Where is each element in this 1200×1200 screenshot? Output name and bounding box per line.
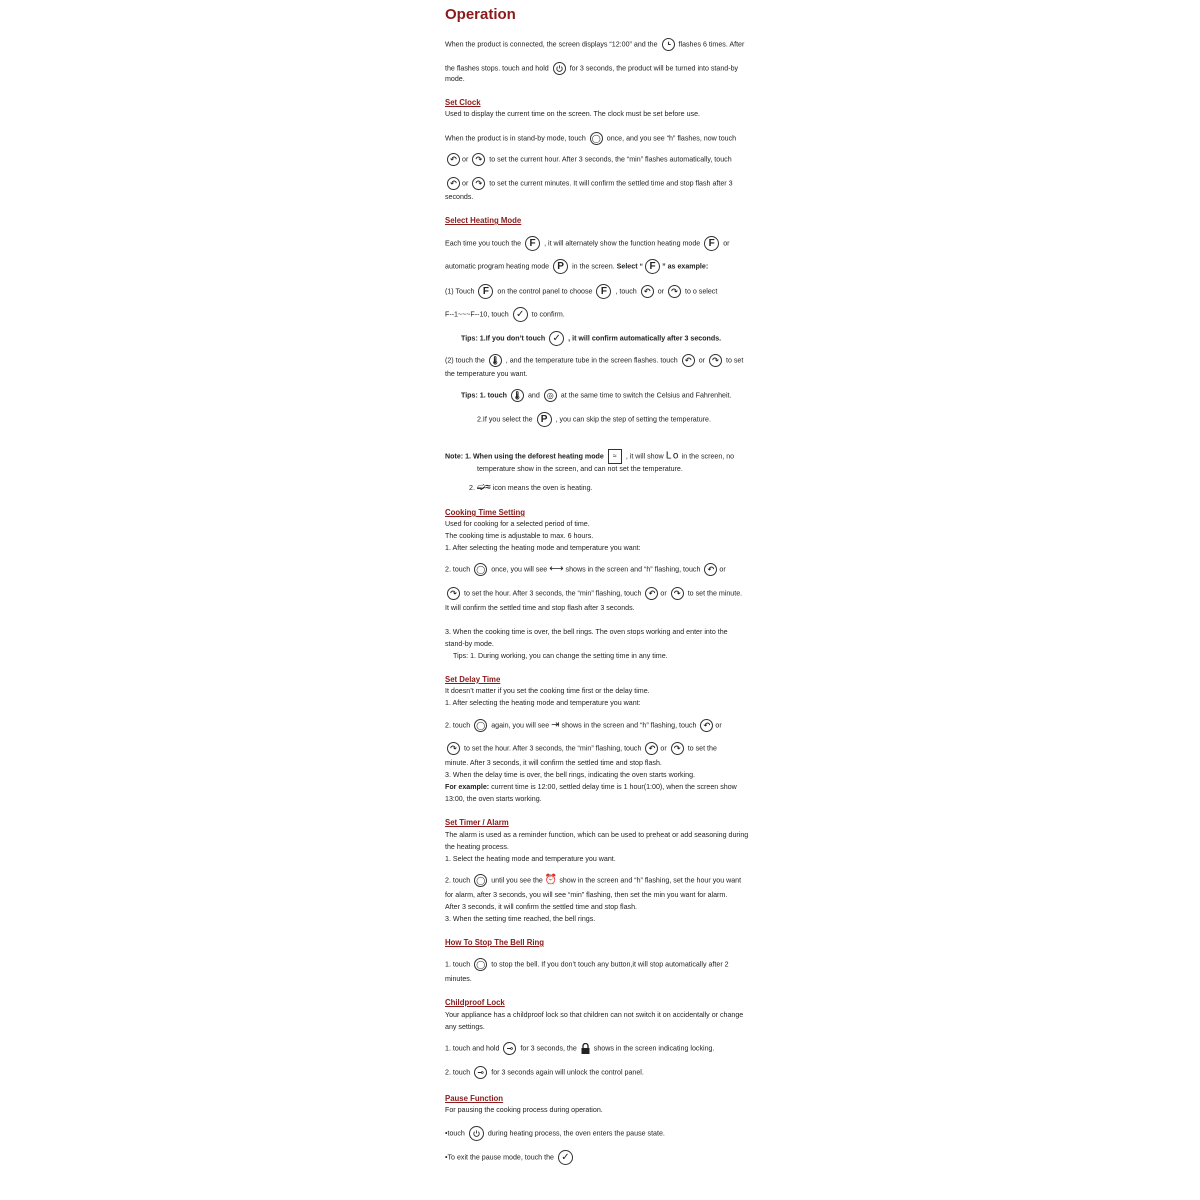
text: on the control panel to choose: [497, 287, 593, 296]
text: to set: [725, 356, 744, 365]
text: shows in the screen and “h” flashing, touch: [565, 565, 701, 574]
text: or: [698, 356, 706, 365]
heating-mode-line-3: [445, 284, 717, 299]
decrease-icon: ↶: [447, 177, 460, 190]
delay-arrow-icon: ⇥: [551, 719, 560, 731]
text: •To exit the pause mode, touch the: [445, 1153, 554, 1162]
defrost-icon: ≈: [608, 449, 622, 464]
pause-heading: Pause Function: [445, 1094, 504, 1103]
pause-line-3: [445, 1150, 575, 1165]
cooking-time-heading: Cooking Time Setting: [445, 508, 525, 517]
text: or: [660, 744, 667, 753]
note-line-1: [445, 449, 734, 464]
timer-icon: ◯: [474, 563, 487, 576]
text: 2. touch: [445, 876, 471, 885]
timer-alarm-line-3: 1. Select the heating mode and temperature you want.: [445, 855, 616, 863]
decrease-icon: ↶: [682, 354, 695, 367]
alarm-clock-icon: ⏰: [544, 874, 558, 886]
thermometer-icon: 🌡: [511, 389, 524, 402]
pause-line-1: For pausing the cooking process during operation.: [445, 1106, 603, 1114]
text: 2. touch: [445, 1068, 471, 1077]
heating-mode-heading: Select Heating Mode: [445, 216, 522, 225]
text: Select “: [616, 262, 644, 271]
increase-icon: ↷: [472, 153, 485, 166]
text: shows in the screen and “h” flashing, touch: [561, 721, 697, 730]
set-clock-line-5: seconds.: [445, 193, 474, 201]
text: Tips: 1. During working, you can change the setting time in any time.: [453, 652, 668, 660]
delay-time-line-2: 1. After selecting the heating mode and temperature you want:: [445, 699, 641, 707]
timer-icon: ◯: [590, 132, 603, 145]
text: 2. touch: [445, 565, 471, 574]
text: or: [657, 287, 665, 296]
text: and: [527, 391, 540, 400]
text: in the screen.: [572, 262, 615, 271]
intro-line-3: mode.: [445, 75, 465, 83]
decrease-icon: ↶: [704, 563, 717, 576]
childproof-heading: Childproof Lock: [445, 998, 505, 1007]
text: once, and you see “h” flashes, now touch: [606, 134, 737, 143]
power-icon: [469, 1126, 484, 1141]
text: during heating process, the oven enters the pause state.: [487, 1129, 665, 1138]
note-line-3: [469, 483, 593, 493]
text: to stop the bell. If you don’t touch any button,it will stop automatically after 2: [491, 960, 729, 969]
heating-mode-tip-3: [477, 412, 711, 427]
function-f-icon: F: [478, 284, 493, 299]
heating-mode-tip-2: [461, 389, 732, 402]
intro-text: for 3 seconds, the product will be turned into stand-by: [569, 64, 739, 73]
text: for 3 seconds again will unlock the control panel.: [491, 1068, 644, 1077]
cooking-time-line-2: The cooking time is adjustable to max. 6 hours.: [445, 532, 594, 540]
text: or: [462, 179, 469, 188]
increase-icon: ↷: [447, 587, 460, 600]
text: or: [723, 239, 730, 248]
childproof-line-3: [445, 1042, 714, 1055]
text: 2.: [469, 484, 475, 492]
decrease-icon: ↶: [641, 285, 654, 298]
power-icon: [553, 62, 566, 75]
stop-bell-line-2: minutes.: [445, 975, 472, 983]
lo-display: Lo: [665, 450, 680, 462]
decrease-icon: ↶: [645, 742, 658, 755]
timer-alarm-heading: Set Timer / Alarm: [445, 818, 509, 827]
text: (2) touch the: [445, 356, 485, 365]
function-f-icon: F: [596, 284, 611, 299]
text: Tips: 1.If you don’t touch: [461, 334, 546, 343]
timer-alarm-line-4: [445, 874, 741, 887]
intro-text: When the product is connected, the screen displays “12:00” and the: [445, 40, 658, 49]
text: in the screen, no: [681, 452, 735, 461]
text: for 3 seconds, the: [520, 1044, 577, 1053]
childproof-line-1: Your appliance has a childproof lock so that children can not switch it on accidentally or change: [445, 1011, 744, 1019]
increase-icon: ↷: [668, 285, 681, 298]
decrease-icon: ↶: [700, 719, 713, 732]
heating-mode-line-6: the temperature you want.: [445, 370, 528, 378]
stop-bell-line-1: [445, 958, 729, 971]
confirm-check-icon: ✓: [513, 307, 528, 322]
set-clock-line-4: [445, 177, 733, 190]
text: to o select: [684, 287, 718, 296]
program-p-icon: P: [537, 412, 552, 427]
text: to confirm.: [531, 310, 565, 319]
page-title: Operation: [445, 6, 516, 23]
pause-line-2: [445, 1126, 665, 1141]
delay-time-line-7: [445, 783, 737, 792]
cooking-time-line-1: Used for cooking for a selected period of time.: [445, 520, 590, 528]
text: to set the current hour. After 3 seconds, the “min” flashes automatically, touch: [489, 155, 732, 164]
text: to set the: [687, 744, 717, 753]
increase-icon: ↷: [671, 587, 684, 600]
text: , it will alternately show the function heating mode: [544, 239, 701, 248]
text: until you see the: [491, 876, 543, 885]
intro-line-1: [445, 38, 744, 51]
delay-time-line-4: [445, 742, 717, 755]
function-f-icon: F: [525, 236, 540, 251]
text: For example:: [445, 783, 490, 791]
text: again, you will see: [491, 721, 550, 730]
set-clock-heading: Set Clock: [445, 98, 481, 107]
text: When the product is in stand-by mode, touch: [445, 134, 586, 143]
duration-icon: ⟷: [549, 563, 564, 575]
text: or: [719, 565, 726, 574]
function-f-icon: F: [704, 236, 719, 251]
heating-arrow-icon: ➫≈: [476, 482, 491, 493]
text: ” as example:: [662, 262, 709, 271]
text: , it will show: [625, 452, 664, 461]
text: , and the temperature tube in the screen flashes. touch: [505, 356, 678, 365]
program-p-icon: P: [553, 259, 568, 274]
text: or: [715, 721, 722, 730]
timer-alarm-line-5: for alarm, after 3 seconds, you will see “min” flashing, then set the min you want for alarm.: [445, 891, 728, 899]
increase-icon: ↷: [671, 742, 684, 755]
text: at the same time to switch the Celsius and Fahrenheit.: [560, 391, 732, 400]
text: once, you will see: [491, 565, 548, 574]
text: , touch: [615, 287, 637, 296]
confirm-check-icon: ✓: [558, 1150, 573, 1165]
cooking-time-tip: [453, 652, 668, 661]
timer-icon: ◯: [474, 958, 487, 971]
text: or: [462, 155, 469, 164]
cooking-time-line-5: [445, 587, 742, 600]
intro-text: the flashes stops. touch and hold: [445, 64, 549, 73]
delay-time-line-6: 3. When the delay time is over, the bell rings, indicating the oven starts working.: [445, 771, 695, 779]
confirm-check-icon: ✓: [549, 331, 564, 346]
text: Each time you touch the: [445, 239, 522, 248]
cooking-time-line-4: [445, 563, 726, 576]
text: icon means the oven is heating.: [492, 484, 593, 492]
heating-mode-tip-1: [461, 331, 721, 346]
delay-time-line-8: 13:00, the oven starts working.: [445, 795, 542, 803]
cooking-time-line-6: It will confirm the settled time and stop flash after 3 seconds.: [445, 604, 635, 612]
decrease-icon: ↶: [447, 153, 460, 166]
set-clock-line-2: [445, 132, 736, 145]
key-icon: ⊸: [474, 1066, 487, 1079]
text: to set the hour. After 3 seconds, the “min” flashing, touch: [463, 589, 642, 598]
text: current time is 12:00, settled delay time is 1 hour(1:00), when the screen show: [489, 783, 737, 791]
text: 1. touch: [445, 960, 471, 969]
operation-manual-page: [445, 0, 767, 1200]
text: Note: 1. When using the deforest heating mode: [445, 452, 604, 461]
text: 2.If you select the: [477, 415, 533, 424]
thermometer-icon: 🌡: [489, 354, 502, 367]
text: , you can skip the step of setting the temperature.: [555, 415, 711, 424]
increase-icon: ↷: [447, 742, 460, 755]
text: 2. touch: [445, 721, 471, 730]
text: (1) Touch: [445, 287, 475, 296]
cooking-time-line-8: stand-by mode.: [445, 640, 494, 648]
increase-icon: ↷: [472, 177, 485, 190]
timer-alarm-line-7: 3. When the setting time reached, the bell rings.: [445, 915, 596, 923]
delay-time-line-1: It doesn’t matter if you set the cooking time first or the delay time.: [445, 687, 650, 695]
heating-mode-line-4: [445, 307, 565, 322]
text: shows in the screen indicating locking.: [593, 1044, 715, 1053]
text: automatic program heating mode: [445, 262, 550, 271]
heating-mode-line-2: [445, 259, 708, 274]
set-clock-line-3: [445, 153, 732, 166]
text: or: [660, 589, 667, 598]
text: F--1~~~F--10, touch: [445, 310, 509, 319]
text: show in the screen and “h” flashing, set the hour you want: [559, 876, 742, 885]
increase-icon: ↷: [709, 354, 722, 367]
text: to set the current minutes. It will confirm the settled time and stop flash after 3: [489, 179, 733, 188]
timer-icon: ◯: [474, 874, 487, 887]
text: •touch: [445, 1129, 465, 1138]
heating-mode-line-1: [445, 236, 730, 251]
delay-time-line-5: minute. After 3 seconds, it will confirm the settled time and stop flash.: [445, 759, 662, 767]
text: , it will confirm automatically after 3 seconds.: [568, 334, 722, 343]
clock-icon: [662, 38, 675, 51]
childproof-line-2: any settings.: [445, 1023, 485, 1031]
light-bulb-icon: ◎: [544, 389, 557, 402]
text: to set the hour. After 3 seconds, the “min” flashing, touch: [463, 744, 642, 753]
function-f-icon: F: [645, 259, 660, 274]
text: to set the minute.: [687, 589, 743, 598]
intro-line-2: [445, 62, 738, 75]
intro-text: flashes 6 times. After: [678, 40, 745, 49]
timer-alarm-line-6: After 3 seconds, it will confirm the settled time and stop flash.: [445, 903, 638, 911]
key-icon: ⊸: [503, 1042, 516, 1055]
cooking-time-line-3: 1. After selecting the heating mode and temperature you want:: [445, 544, 641, 552]
set-clock-line-1: Used to display the current time on the screen. The clock must be set before use.: [445, 110, 700, 118]
note-line-2: temperature show in the screen, and can not set the temperature.: [477, 465, 683, 473]
delay-time-heading: Set Delay Time: [445, 675, 501, 684]
text: Tips: 1. touch: [461, 391, 507, 400]
cooking-time-line-7: 3. When the cooking time is over, the bell rings. The oven stops working and enter into the: [445, 628, 728, 636]
decrease-icon: ↶: [645, 587, 658, 600]
childproof-line-4: [445, 1066, 644, 1079]
heating-mode-line-5: [445, 354, 743, 367]
stop-bell-heading: How To Stop The Bell Ring: [445, 938, 545, 947]
lock-icon: [581, 1043, 590, 1054]
timer-alarm-line-2: the heating process.: [445, 843, 509, 851]
text: 1. touch and hold: [445, 1044, 500, 1053]
delay-time-line-3: [445, 719, 722, 732]
timer-alarm-line-1: The alarm is used as a reminder function, which can be used to preheat or add seasoning during: [445, 831, 749, 839]
timer-icon: ◯: [474, 719, 487, 732]
